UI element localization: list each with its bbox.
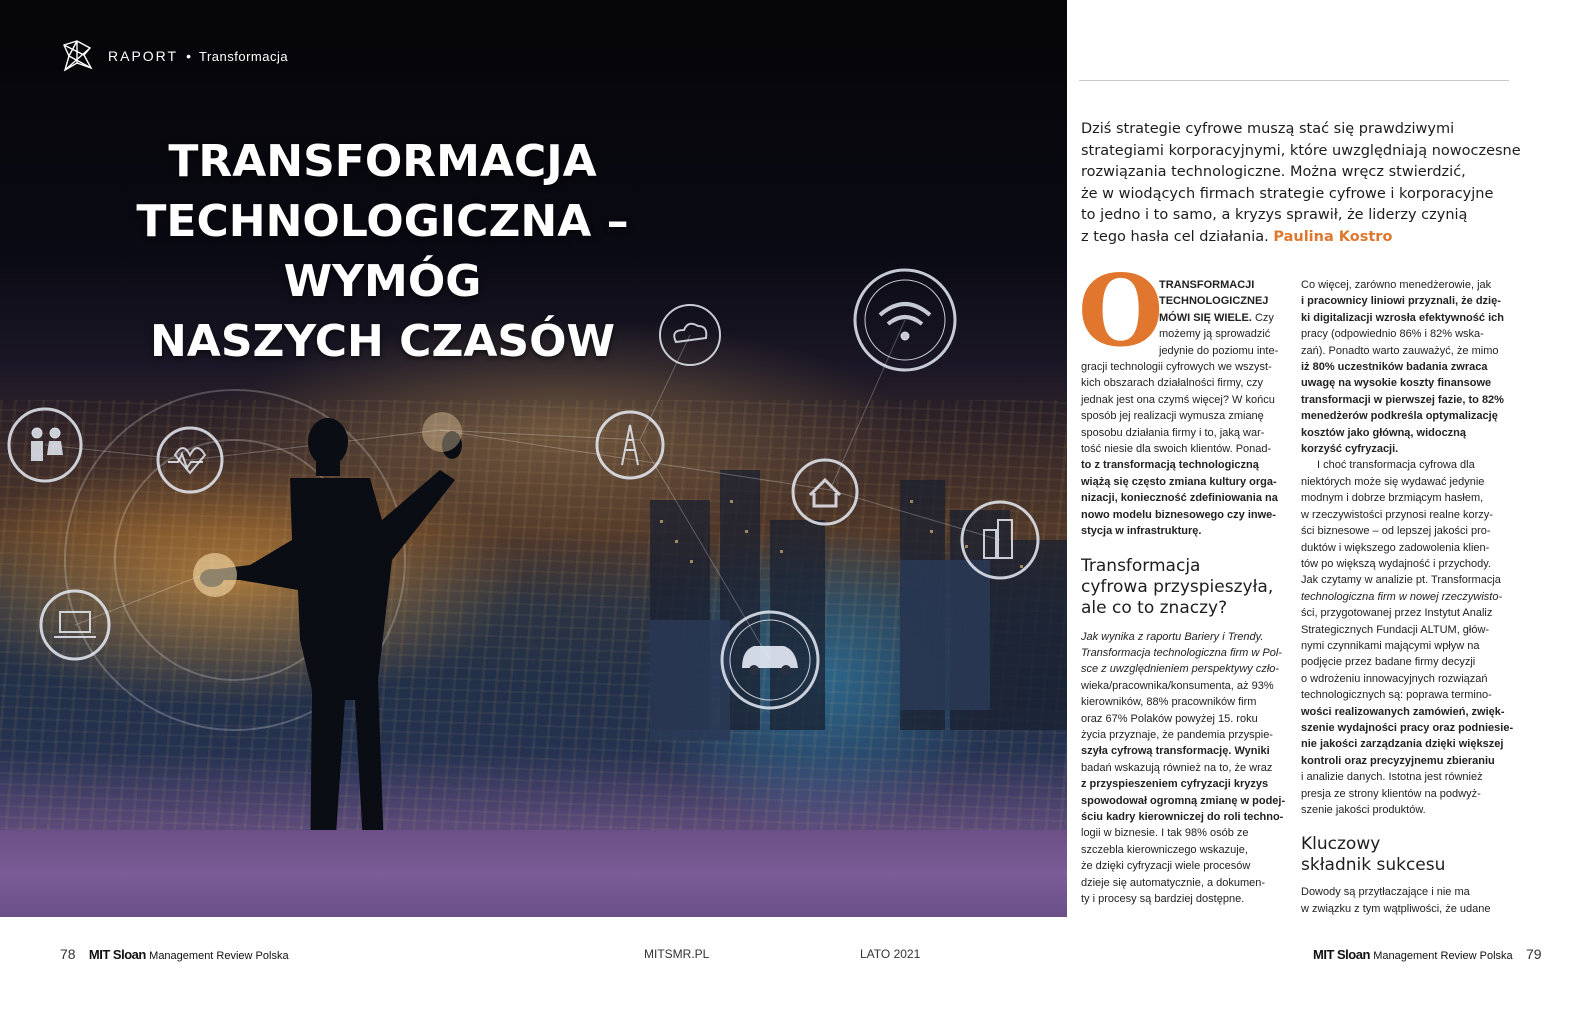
tower-icon xyxy=(597,412,663,478)
body-line: kich obszarach działalności firmy, czy xyxy=(1081,377,1263,390)
brand-name-left: MIT Sloan xyxy=(88,947,146,962)
body-line: sce z uwzględnieniem perspektywy czło- xyxy=(1081,663,1280,676)
body-line: szyła cyfrową transformację. Wyniki xyxy=(1081,745,1270,758)
body-line: życia przyznaje, że pandemia przyspie- xyxy=(1081,728,1273,741)
footer-right xyxy=(1313,944,1542,964)
headline-line: TECHNOLOGICZNA – xyxy=(136,196,629,247)
body-line: i pracownicy liniowi przyznali, że dzię- xyxy=(1301,295,1501,308)
people-icon xyxy=(9,409,81,481)
body-line: to z transformacją technologiczną xyxy=(1081,459,1259,472)
body-line: ści, przygotowanej przez Instytut Analiz xyxy=(1301,607,1493,620)
section-label: RAPORT xyxy=(108,48,179,64)
body-line: jedynie do poziomu inte- xyxy=(1159,344,1279,357)
body-line: wieka/pracownika/konsumenta, aż 93% xyxy=(1081,679,1274,692)
body-line: pracy (odpowiednio 86% i 82% wska- xyxy=(1301,328,1484,341)
headline-line: TRANSFORMACJA xyxy=(168,136,597,187)
body-line: uwagę na wysokie koszty finansowe xyxy=(1301,377,1492,390)
body-line: menedżerów podkreśla optymalizację xyxy=(1301,410,1498,423)
footer-issue: LATO 2021 xyxy=(860,947,921,961)
lead-line: z tego hasła cel działania. xyxy=(1081,228,1269,245)
lead-line: to jedno i to samo, a kryzys sprawił, że liderzy czynią xyxy=(1081,207,1468,224)
page-number-right: 79 xyxy=(1525,946,1542,962)
home-icon xyxy=(793,460,857,524)
body-line: jednak jest ona czymś więcej? W końcu xyxy=(1081,393,1275,406)
headline-line: WYMÓG xyxy=(283,256,482,307)
laptop-icon xyxy=(41,591,109,659)
section-heading xyxy=(1081,556,1286,619)
body-line: zań). Ponadto warto zauważyć, że mimo xyxy=(1301,344,1499,357)
body-line: o wdrożeniu innowacyjnych rozwiązań xyxy=(1301,672,1488,685)
body-line: nie jakości zarządzania dzięki większej xyxy=(1301,738,1504,751)
drop-cap: O xyxy=(1078,254,1164,369)
body-line: szczebla kierowniczego wskazuje, xyxy=(1081,843,1248,856)
heading-line: Kluczowy xyxy=(1301,834,1381,855)
body-line: korzyść cyfryzacji. xyxy=(1301,443,1399,456)
body-line: technologiczna firm w nowej rzeczywisto- xyxy=(1301,590,1503,603)
section-heading xyxy=(1301,834,1510,876)
body-line: wiążą się często zmiana kultury orga- xyxy=(1081,475,1277,488)
body-line: Strategicznych Fundacji ALTUM, głów- xyxy=(1301,623,1490,636)
body-line: wości realizowanych zamówień, zwięk- xyxy=(1301,705,1505,718)
body-line: ty i procesy są bardziej dostępne. xyxy=(1081,893,1245,905)
lead-line: strategiami korporacyjnymi, które uwzględniają nowoczesne xyxy=(1081,142,1521,159)
body-line: oraz 67% Polaków powyżej 15. roku xyxy=(1081,712,1258,725)
body-line: z przyspieszeniem cyfryzacji kryzys xyxy=(1081,778,1269,791)
body-line: i analizie danych. Istotna jest również xyxy=(1301,771,1483,784)
buildings-icon xyxy=(962,502,1038,578)
body-line: że dzięki cyfryzacji wiele procesów xyxy=(1081,860,1251,873)
body-line: iż 80% uczestników badania zwraca xyxy=(1301,361,1488,374)
body-line: TRANSFORMACJI xyxy=(1159,279,1255,291)
footer-left xyxy=(60,944,289,964)
car-icon xyxy=(722,612,818,708)
section-tag xyxy=(60,36,288,76)
body-line: możemy ją sprowadzić xyxy=(1159,328,1271,341)
section-subtitle: Transformacja xyxy=(199,48,289,64)
floor-surface xyxy=(0,830,1067,917)
body-line: nowo modelu biznesowego czy inwe- xyxy=(1081,508,1276,521)
body-line: ści biznesowe – od lepszej jakości pro- xyxy=(1301,525,1491,538)
body-line: tość niesie dla swoich klientów. Ponad- xyxy=(1081,443,1272,456)
page-number-left: 78 xyxy=(60,946,76,962)
footer-url: MITSMR.PL xyxy=(644,947,710,961)
article-lead xyxy=(1081,119,1521,249)
body-line: ściu kadry kierowniczej do roli techno- xyxy=(1081,810,1284,823)
body-line: kontroli oraz precyzyjnemu zbieraniu xyxy=(1301,754,1495,767)
body-line: MÓWI SIĘ WIELE. Czy xyxy=(1159,311,1274,324)
heading-line: składnik sukcesu xyxy=(1301,855,1446,876)
body-line: modnym i dobrze brzmiącym hasłem, xyxy=(1301,492,1484,505)
body-line: Jak wynika z raportu Bariery i Trendy. xyxy=(1081,630,1264,643)
body-line: kierowników, 88% pracowników firm xyxy=(1081,696,1257,709)
body-line: duktów i większego zadowolenia klien- xyxy=(1301,541,1490,554)
brand-subtitle-right: Management Review Polska xyxy=(1373,950,1513,962)
body-line: niektórych może się wydawać jedynie xyxy=(1301,475,1485,488)
body-line: Dowody są przytłaczające i nie ma xyxy=(1301,886,1470,899)
top-rule xyxy=(1079,80,1509,81)
body-line: badań wskazują również na to, że wraz xyxy=(1081,761,1273,774)
body-line: ki digitalizacji wzrosła efektywność ich xyxy=(1301,311,1504,324)
body-line: Transformacja technologiczna firm w Pol- xyxy=(1081,646,1282,659)
body-line: szenie jakości produktów. xyxy=(1301,804,1426,816)
brand-star-icon xyxy=(60,39,94,73)
article-headline xyxy=(110,132,655,372)
body-line: sposób jej realizacji wymusza zmianę xyxy=(1081,410,1264,423)
text-column-1 xyxy=(1081,277,1286,907)
body-line: nizacji, konieczność zdefiniowania na xyxy=(1081,492,1278,505)
body-line: Co więcej, zarówno menedżerowie, jak xyxy=(1301,279,1492,291)
heart-rate-icon xyxy=(158,428,222,492)
body-line: TECHNOLOGICZNEJ xyxy=(1159,295,1269,308)
body-line: tów po większą wydajność i przychody. xyxy=(1301,557,1491,570)
heading-line: Transformacja xyxy=(1081,555,1201,576)
lead-line: rozwiązania technologiczne. Można wręcz stwierdzić, xyxy=(1081,164,1466,181)
headline-line: NASZYCH CZASÓW xyxy=(149,316,616,367)
body-line: Jak czytamy w analizie pt. Transformacja xyxy=(1301,574,1501,587)
body-line: sposobu działania firmy i to, jaką war- xyxy=(1081,426,1265,439)
body-line: podjęcie przez badane firmy decyzji xyxy=(1301,656,1476,669)
body-line: transformacji w pierwszej fazie, to 82% xyxy=(1301,393,1504,406)
body-line: gracji technologii cyfrowych we wszyst- xyxy=(1081,361,1272,374)
body-line: w związku z tym wątpliwości, że udane xyxy=(1301,902,1491,915)
body-line: technologicznych są: poprawa termino- xyxy=(1301,689,1492,702)
body-line: nymi czynnikami mającymi wpływ na xyxy=(1301,639,1480,652)
body-line: kosztów jako główną, widoczną xyxy=(1301,426,1467,439)
brand-subtitle-left: Management Review Polska xyxy=(149,950,289,962)
body-line: szenie wydajności pracy oraz podniesie- xyxy=(1301,721,1514,734)
brand-name-right: MIT Sloan xyxy=(1313,947,1370,962)
lead-line: Dziś strategie cyfrowe muszą stać się prawdziwymi xyxy=(1081,121,1455,137)
body-line: I choć transformacja cyfrowa dla xyxy=(1317,459,1475,472)
heading-line: cyfrowa przyspieszyła, xyxy=(1081,576,1274,597)
body-line: w rzeczywistości przynosi realne korzy- xyxy=(1301,508,1493,521)
wifi-icon xyxy=(855,270,955,370)
body-line: dzieje się automatycznie, a dokumen- xyxy=(1081,876,1266,889)
author-name: Paulina Kostro xyxy=(1273,228,1393,245)
body-line: spowodował ogromną zmianę w podej- xyxy=(1081,794,1286,807)
body-line: presja ze strony klientów na podwyż- xyxy=(1301,787,1481,800)
lead-line: że w wiodących firmach strategie cyfrowe i korporacyjne xyxy=(1081,185,1494,202)
body-line: stycja w infrastrukturę. xyxy=(1081,525,1202,538)
text-column-2 xyxy=(1301,277,1514,917)
body-line: logii w biznesie. I tak 98% osób ze xyxy=(1081,827,1249,840)
heading-line: ale co to znaczy? xyxy=(1081,597,1228,618)
cloud-icon xyxy=(660,305,720,365)
section-separator: • xyxy=(186,48,191,64)
